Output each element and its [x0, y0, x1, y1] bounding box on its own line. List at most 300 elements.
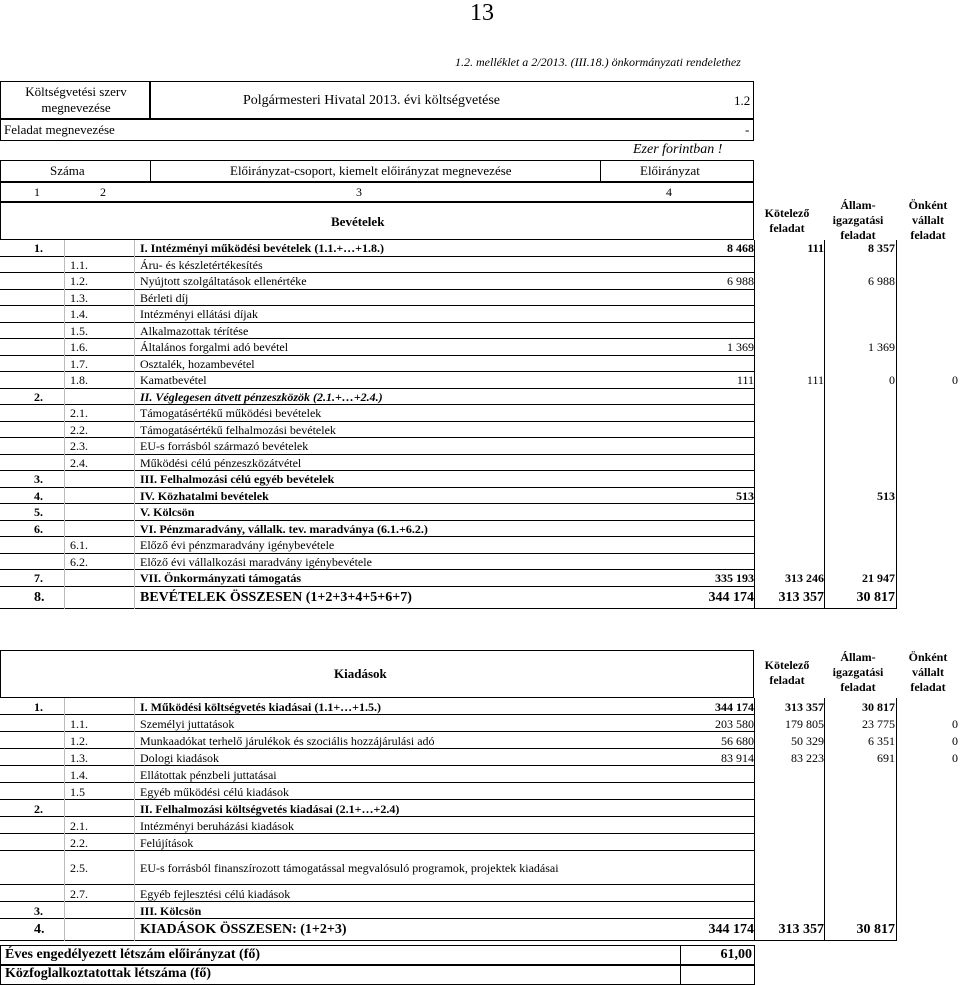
col-onkent-2: vállalt: [912, 213, 944, 227]
column-divider: [896, 257, 897, 274]
col-allam: [828, 198, 888, 243]
column-divider: [896, 537, 897, 554]
page-number: 13: [470, 0, 494, 26]
org-label-line1: Költségvetési szerv: [25, 84, 127, 99]
table-row: [0, 749, 960, 766]
column-divider: [754, 851, 755, 885]
column-divider: [896, 372, 897, 389]
column-divider: [754, 834, 755, 851]
row-subnumber: 2.5.: [70, 861, 88, 875]
column-divider: [64, 851, 65, 885]
value-kotelezo: 56 680: [721, 734, 754, 748]
value-allamigazgatasi: 313 357: [778, 589, 824, 605]
column-divider: [824, 455, 825, 472]
column-divider: [824, 339, 825, 356]
column-divider: [824, 471, 825, 488]
table-row: [0, 732, 960, 749]
value-kotelezo: 513: [736, 488, 754, 503]
row-label: Osztalék, hozambevétel: [140, 356, 255, 371]
column-divider: [64, 817, 65, 834]
table-row: [0, 834, 960, 851]
column-divider: [824, 537, 825, 554]
value-extra: 0: [952, 734, 958, 748]
row-label: Dologi kiadások: [140, 751, 219, 765]
column-divider: [64, 471, 65, 488]
bevetelek-title: Bevételek: [331, 214, 385, 229]
column-divider: [64, 240, 65, 257]
column-divider: [896, 504, 897, 521]
column-divider: [64, 919, 65, 941]
column-divider: [134, 521, 135, 538]
column-divider: [64, 749, 65, 766]
column-divider: [134, 339, 135, 356]
col-allam-exp: [828, 650, 888, 695]
column-divider: [134, 902, 135, 919]
row-number: 4.: [34, 922, 45, 937]
column-divider: [134, 488, 135, 505]
column-divider: [754, 306, 755, 323]
col-onkent-exp-1: Önként: [908, 650, 948, 664]
column-divider: [754, 521, 755, 538]
row-label: Személyi juttatások: [140, 717, 235, 731]
column-divider: [896, 356, 897, 373]
letszam-label: Éves engedélyezett létszám előirányzat (fő): [5, 947, 261, 962]
row-label: Munkaadókat terhelő járulékok és szociális hozzájárulási adó: [140, 734, 435, 748]
column-divider: [134, 273, 135, 290]
column-divider: [896, 715, 897, 732]
column-divider: [64, 570, 65, 587]
value-onkent: 1 369: [868, 340, 895, 354]
column-divider: [754, 587, 755, 609]
table-row: [0, 783, 960, 800]
header-numbers-row: [0, 182, 754, 202]
row-subnumber: 2.1.: [70, 406, 88, 420]
column-divider: [754, 488, 755, 505]
table-row: [0, 240, 960, 257]
col-onkent-1: Önként: [908, 198, 948, 212]
row-label: BEVÉTELEK ÖSSZESEN (1+2+3+4+5+6+7): [140, 589, 412, 605]
column-divider: [754, 356, 755, 373]
value-kotelezo: 83 914: [721, 751, 754, 765]
row-subnumber: 1.1.: [70, 717, 88, 731]
value-kotelezo: 203 580: [715, 717, 754, 731]
column-divider: [64, 698, 65, 715]
column-divider: [64, 422, 65, 439]
column-divider: [896, 339, 897, 356]
row-subnumber: 2.2.: [70, 836, 88, 850]
column-divider: [896, 488, 897, 505]
column-divider: [754, 537, 755, 554]
table-row: [0, 885, 960, 902]
kiadasok-title: Kiadások: [334, 666, 387, 681]
column-divider: [134, 749, 135, 766]
divider: [600, 160, 601, 182]
column-divider: [896, 800, 897, 817]
column-divider: [754, 323, 755, 340]
value-kotelezo: 111: [736, 373, 754, 387]
row-subnumber: 2.2.: [70, 422, 88, 437]
row-label: Előző évi pénzmaradvány igénybevétele: [140, 538, 335, 552]
value-allamigazgatasi: 111: [807, 241, 824, 255]
row-label: Kamatbevétel: [140, 373, 207, 387]
col-allam-exp-2: igazgatási: [832, 665, 884, 679]
column-divider: [824, 902, 825, 919]
org-label: [25, 84, 126, 116]
row-label: Egyéb működési célú kiadások: [140, 785, 289, 799]
column-divider: [896, 732, 897, 749]
column-divider: [64, 885, 65, 902]
table-row: [0, 455, 960, 472]
column-divider: [754, 471, 755, 488]
column-divider: [134, 405, 135, 422]
column-divider: [896, 521, 897, 538]
row-label: Egyéb fejlesztési célú kiadások: [140, 887, 291, 901]
column-divider: [754, 290, 755, 307]
col-allam-3: feladat: [840, 228, 876, 242]
row-number: 1.: [34, 241, 43, 255]
row-label: Támogatásértékű felhalmozási bevételek: [140, 422, 336, 437]
column-divider: [896, 817, 897, 834]
column-divider: [64, 389, 65, 406]
value-onkent: 21 947: [862, 571, 895, 585]
column-divider: [896, 902, 897, 919]
column-divider: [64, 834, 65, 851]
row-label: V. Kölcsön: [140, 505, 195, 519]
column-divider: [754, 372, 755, 389]
row-label: I. Működési költségvetés kiadásai (1.1+…+1.5.): [140, 700, 382, 714]
column-divider: [896, 273, 897, 290]
row-subnumber: 1.4.: [70, 307, 88, 321]
column-divider: [824, 290, 825, 307]
row-label: II. Véglegesen átvett pénzeszközök (2.1.+…+2.4.): [140, 389, 383, 404]
col-onkent-exp: [898, 650, 958, 695]
column-divider: [824, 389, 825, 406]
value-kotelezo: 344 174: [715, 700, 754, 714]
row-subnumber: 1.6.: [70, 340, 88, 354]
table-row: [0, 800, 960, 817]
column-divider: [754, 389, 755, 406]
column-divider: [134, 800, 135, 817]
column-divider: [754, 698, 755, 715]
column-divider: [134, 715, 135, 732]
column-divider: [824, 306, 825, 323]
table-row: [0, 554, 960, 571]
col-num-2: 2: [100, 185, 106, 199]
column-divider: [134, 570, 135, 587]
column-divider: [824, 323, 825, 340]
column-divider: [824, 438, 825, 455]
row-number: 2.: [34, 802, 43, 816]
column-divider: [134, 323, 135, 340]
column-divider: [64, 257, 65, 274]
column-divider: [134, 306, 135, 323]
row-number: 8.: [34, 589, 45, 605]
col-num-3: 3: [356, 185, 362, 199]
column-divider: [754, 273, 755, 290]
column-divider: [824, 715, 825, 732]
row-subnumber: 1.7.: [70, 356, 88, 371]
table-row: [0, 471, 960, 488]
value-kotelezo: 6 988: [727, 274, 754, 288]
column-divider: [896, 885, 897, 902]
row-subnumber: 1.1.: [70, 257, 88, 272]
org-label-line2: megnevezése: [41, 100, 111, 115]
row-label: Alkalmazottak térítése: [140, 323, 249, 338]
value-onkent: 691: [877, 751, 895, 765]
column-divider: [134, 919, 135, 941]
column-divider: [134, 422, 135, 439]
value-onkent: 23 775: [862, 717, 895, 731]
table-row: [0, 257, 960, 274]
row-subnumber: 1.3.: [70, 290, 88, 305]
col-num-1: 1: [34, 185, 40, 199]
column-divider: [754, 766, 755, 783]
row-subnumber: 2.4.: [70, 455, 88, 470]
column-divider: [824, 587, 825, 609]
column-divider: [896, 471, 897, 488]
row-label: VI. Pénzmaradvány, vállalk. tev. maradványa (6.1.+6.2.): [140, 521, 428, 536]
column-divider: [64, 537, 65, 554]
row-subnumber: 1.8.: [70, 373, 88, 387]
value-kotelezo: 1 369: [727, 340, 754, 354]
org-value: Polgármesteri Hivatal 2013. évi költségvetése: [243, 93, 500, 108]
column-divider: [64, 902, 65, 919]
column-divider: [896, 389, 897, 406]
column-divider: [824, 851, 825, 885]
column-divider: [896, 422, 897, 439]
column-divider: [134, 587, 135, 609]
row-label: Általános forgalmi adó bevétel: [140, 340, 289, 354]
row-label: Támogatásértékű működési bevételek: [140, 406, 322, 420]
column-divider: [134, 356, 135, 373]
column-divider: [134, 372, 135, 389]
row-subnumber: 1.5: [70, 785, 85, 799]
col-szama: Száma: [50, 163, 85, 178]
col-kotelezo-exp-2: feladat: [769, 673, 805, 687]
column-divider: [134, 783, 135, 800]
task-label: Feladat megnevezése: [4, 122, 115, 137]
column-divider: [754, 902, 755, 919]
row-subnumber: 6.1.: [70, 538, 88, 552]
column-divider: [824, 240, 825, 257]
col-onkent-exp-2: vállalt: [912, 665, 944, 679]
column-divider: [64, 587, 65, 609]
column-divider: [64, 438, 65, 455]
value-onkent: 0: [889, 373, 895, 387]
value-onkent: 30 817: [856, 922, 895, 937]
table-row: [0, 537, 960, 554]
column-divider: [896, 851, 897, 885]
value-allamigazgatasi: 50 329: [791, 734, 824, 748]
column-divider: [134, 554, 135, 571]
row-subnumber: 2.1.: [70, 819, 88, 833]
value-extra: 0: [952, 717, 958, 731]
column-divider: [754, 715, 755, 732]
column-divider: [896, 306, 897, 323]
row-number: 5.: [34, 505, 43, 519]
column-divider: [824, 257, 825, 274]
value-onkent: 8 357: [868, 241, 895, 255]
value-kotelezo: 344 174: [708, 589, 754, 605]
column-divider: [754, 504, 755, 521]
table-row: [0, 698, 960, 715]
column-divider: [896, 570, 897, 587]
column-divider: [754, 257, 755, 274]
column-divider: [754, 885, 755, 902]
column-divider: [134, 290, 135, 307]
column-divider: [134, 537, 135, 554]
value-kotelezo: 8 468: [727, 241, 754, 255]
table-row: [0, 488, 960, 505]
row-subnumber: 1.2.: [70, 274, 88, 288]
row-subnumber: 2.7.: [70, 887, 88, 901]
column-divider: [754, 732, 755, 749]
letszam-value: 61,00: [720, 947, 752, 962]
column-divider: [824, 273, 825, 290]
column-divider: [754, 749, 755, 766]
column-divider: [754, 405, 755, 422]
row-number: 2.: [34, 389, 43, 404]
row-subnumber: 1.2.: [70, 734, 88, 748]
value-allamigazgatasi: 179 805: [785, 717, 824, 731]
column-divider: [824, 800, 825, 817]
value-allamigazgatasi: 83 223: [791, 751, 824, 765]
table-row: [0, 766, 960, 783]
row-subnumber: 6.2.: [70, 554, 88, 569]
column-divider: [134, 438, 135, 455]
column-divider: [754, 919, 755, 941]
column-divider: [754, 455, 755, 472]
row-label: EU-s forrásból származó bevételek: [140, 439, 309, 453]
column-divider: [824, 521, 825, 538]
value-onkent: 6 988: [868, 274, 895, 288]
table-row: [0, 587, 960, 609]
column-divider: [824, 698, 825, 715]
column-divider: [896, 405, 897, 422]
column-divider: [824, 919, 825, 941]
column-divider: [134, 885, 135, 902]
col-onkent-3: feladat: [910, 228, 946, 242]
col-allam-exp-1: Állam-: [840, 650, 876, 664]
annex-reference: 1.2. melléklet a 2/2013. (III.18.) önkormányzati rendelethez: [455, 55, 741, 69]
column-divider: [824, 488, 825, 505]
column-divider: [754, 554, 755, 571]
table-row: [0, 306, 960, 323]
row-label: EU-s forrásból finanszírozott támogatással megvalósuló programok, projektek kiadásai: [140, 861, 559, 875]
column-divider: [64, 715, 65, 732]
row-label: III. Kölcsön: [140, 904, 202, 918]
column-divider: [134, 834, 135, 851]
column-divider: [896, 323, 897, 340]
col-allam-1: Állam-: [840, 198, 876, 212]
column-divider: [824, 749, 825, 766]
row-number: 6.: [34, 521, 43, 536]
col-kotelezo-exp: [757, 658, 817, 688]
row-number: 3.: [34, 472, 43, 486]
column-divider: [64, 356, 65, 373]
column-divider: [134, 240, 135, 257]
row-label: Áru- és készletértékesítés: [140, 257, 263, 272]
column-divider: [824, 783, 825, 800]
table-row: [0, 405, 960, 422]
column-divider: [754, 570, 755, 587]
column-divider: [64, 455, 65, 472]
column-divider: [896, 783, 897, 800]
value-allamigazgatasi: 313 357: [778, 922, 824, 937]
column-divider: [754, 422, 755, 439]
column-divider: [824, 372, 825, 389]
column-divider: [824, 356, 825, 373]
table-row: [0, 389, 960, 406]
org-code: 1.2: [734, 93, 751, 108]
kozfoglalkoztatott-label: Közfoglalkoztatottak létszáma (fő): [5, 966, 212, 981]
row-label: I. Intézményi működési bevételek (1.1.+…+1.8.): [140, 241, 384, 255]
row-label: Intézményi beruházási kiadások: [140, 819, 294, 833]
col-allam-2: igazgatási: [832, 213, 884, 227]
column-divider: [824, 834, 825, 851]
column-divider: [754, 438, 755, 455]
value-onkent: 513: [877, 488, 895, 503]
table-row: [0, 323, 960, 340]
column-divider: [134, 698, 135, 715]
col-onkent-exp-3: feladat: [910, 680, 946, 694]
table-row: [0, 715, 960, 732]
row-subnumber: 2.3.: [70, 439, 88, 453]
row-number: 3.: [34, 904, 43, 918]
row-label: Intézményi ellátási díjak: [140, 307, 258, 321]
column-divider: [896, 766, 897, 783]
row-label: Nyújtott szolgáltatások ellenértéke: [140, 274, 307, 288]
row-number: 7.: [34, 571, 43, 585]
column-divider: [824, 554, 825, 571]
column-divider: [754, 800, 755, 817]
column-divider: [64, 306, 65, 323]
column-divider: [134, 455, 135, 472]
value-onkent: 30 817: [862, 700, 895, 714]
column-divider: [64, 800, 65, 817]
column-divider: [824, 405, 825, 422]
column-divider: [134, 389, 135, 406]
column-divider: [64, 372, 65, 389]
value-allamigazgatasi: 111: [806, 373, 824, 387]
column-divider: [134, 471, 135, 488]
column-divider: [896, 290, 897, 307]
col-num-4: 4: [666, 185, 672, 199]
table-row: [0, 422, 960, 439]
col-kotelezo-2: feladat: [769, 221, 805, 235]
column-divider: [896, 455, 897, 472]
column-divider: [134, 817, 135, 834]
row-label: IV. Közhatalmi bevételek: [140, 488, 269, 503]
column-divider: [754, 817, 755, 834]
column-divider: [824, 504, 825, 521]
column-divider: [134, 732, 135, 749]
column-divider: [824, 817, 825, 834]
col-allam-exp-3: feladat: [840, 680, 876, 694]
column-divider: [64, 290, 65, 307]
column-divider: [134, 766, 135, 783]
column-divider: [896, 240, 897, 257]
table-row: [0, 438, 960, 455]
row-number: 4.: [34, 488, 43, 503]
column-divider: [64, 273, 65, 290]
table-row: [0, 817, 960, 834]
row-label: Felújítások: [140, 836, 194, 850]
value-onkent: 30 817: [856, 589, 895, 605]
column-divider: [896, 749, 897, 766]
row-label: Működési célú pénzeszközátvétel: [140, 455, 302, 470]
column-divider: [896, 834, 897, 851]
